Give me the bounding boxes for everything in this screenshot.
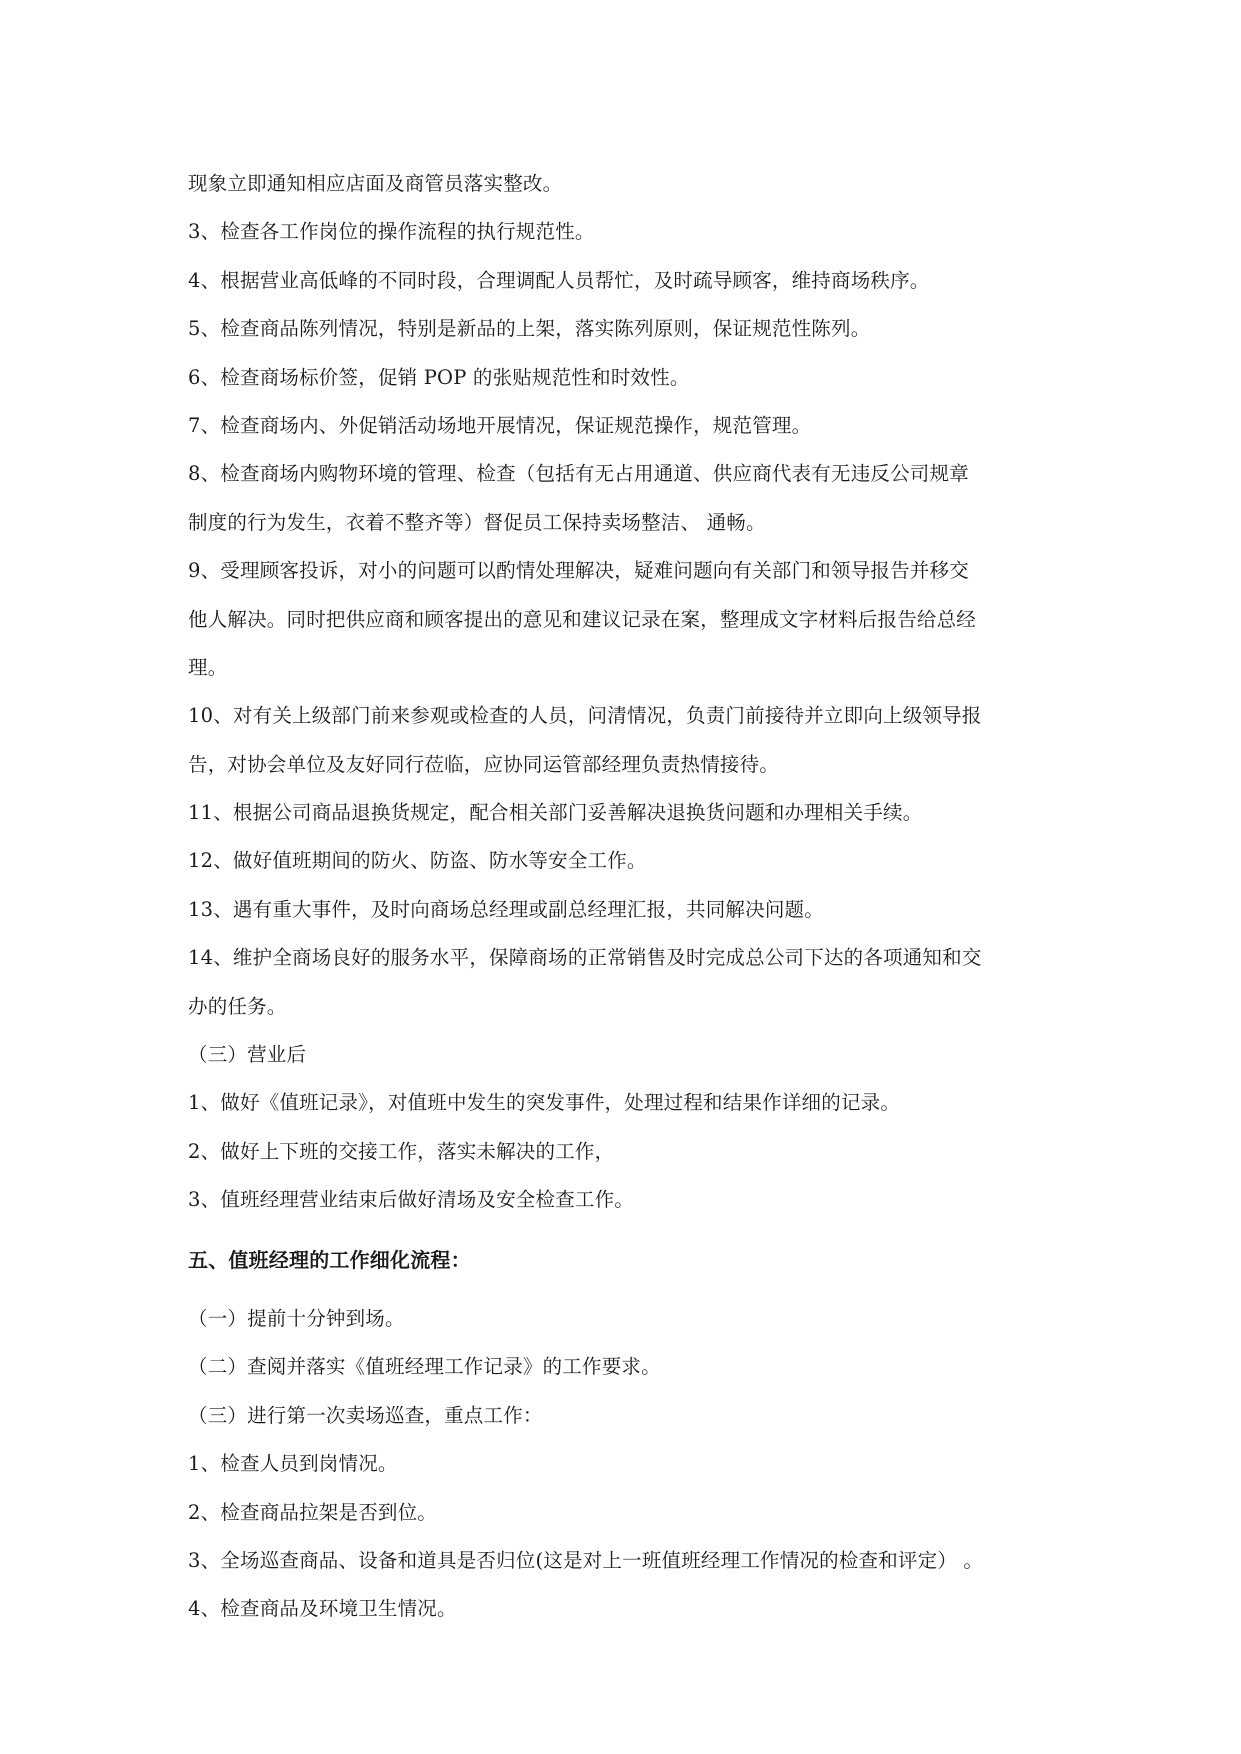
subsection-heading: （二）查阅并落实《值班经理工作记录》的工作要求。 bbox=[188, 1355, 661, 1379]
paragraph-line: 11、根据公司商品退换货规定，配合相关部门妥善解决退换货问题和办理相关手续。 bbox=[188, 801, 923, 825]
paragraph-line: 理。 bbox=[188, 655, 228, 679]
paragraph-line: 他人解决。同时把供应商和顾客提出的意见和建议记录在案，整理成文字材料后报告给总经 bbox=[188, 607, 977, 631]
paragraph-line: 14、维护全商场良好的服务水平，保障商场的正常销售及时完成总公司下达的各项通知和交 bbox=[188, 946, 982, 970]
paragraph-line: 现象立即通知相应店面及商管员落实整改。 bbox=[188, 172, 563, 195]
paragraph-line: 9、受理顾客投诉，对小的问题可以酌情处理解决，疑难问题向有关部门和领导报告并移交 bbox=[188, 559, 969, 583]
paragraph-line: 1、做好《值班记录》，对值班中发生的突发事件，处理过程和结果作详细的记录。 bbox=[188, 1091, 901, 1115]
paragraph-line: 4、检查商品及环境卫生情况。 bbox=[188, 1597, 457, 1621]
paragraph-line: 6、检查商场标价签，促销 POP 的张贴规范性和时效性。 bbox=[188, 365, 690, 389]
paragraph-line: 3、全场巡查商品、设备和道具是否归位(这是对上一班值班经理工作情况的检查和评定） 。 bbox=[188, 1548, 984, 1572]
subsection-heading: （三）营业后 bbox=[188, 1043, 307, 1067]
paragraph-line: 制度的行为发生，衣着不整齐等）督促员工保持卖场整洁、 通畅。 bbox=[188, 510, 766, 534]
subsection-heading: （一）提前十分钟到场。 bbox=[188, 1306, 405, 1330]
paragraph-line: 3、值班经理营业结束后做好清场及安全检查工作。 bbox=[188, 1188, 635, 1212]
paragraph-line: 2、做好上下班的交接工作，落实未解决的工作， bbox=[188, 1139, 615, 1163]
section-heading: 五、值班经理的工作细化流程： bbox=[188, 1247, 471, 1272]
paragraph-line: 4、根据营业高低峰的不同时段，合理调配人员帮忙，及时疏导顾客，维持商场秩序。 bbox=[188, 268, 930, 292]
paragraph-line: 办的任务。 bbox=[188, 994, 287, 1018]
document-body bbox=[188, 160, 1058, 1634]
subsection-heading: （三）进行第一次卖场巡查，重点工作： bbox=[188, 1403, 543, 1427]
paragraph-line: 告，对协会单位及友好同行莅临，应协同运管部经理负责热情接待。 bbox=[188, 752, 780, 776]
paragraph-line: 12、做好值班期间的防火、防盗、防水等安全工作。 bbox=[188, 849, 647, 873]
paragraph-line: 2、检查商品拉架是否到位。 bbox=[188, 1500, 438, 1524]
paragraph-line: 8、检查商场内购物环境的管理、检查（包括有无占用通道、供应商代表有无违反公司规章 bbox=[188, 462, 969, 486]
paragraph-line: 10、对有关上级部门前来参观或检查的人员，问清情况，负责门前接待并立即向上级领导报 bbox=[188, 704, 982, 728]
paragraph-line: 13、遇有重大事件，及时向商场总经理或副总经理汇报，共同解决问题。 bbox=[188, 897, 824, 921]
paragraph-line: 7、检查商场内、外促销活动场地开展情况，保证规范操作，规范管理。 bbox=[188, 413, 812, 437]
paragraph-line: 3、检查各工作岗位的操作流程的执行规范性。 bbox=[188, 220, 595, 244]
paragraph-line: 1、检查人员到岗情况。 bbox=[188, 1452, 398, 1476]
paragraph-line: 5、检查商品陈列情况，特别是新品的上架，落实陈列原则，保证规范性陈列。 bbox=[188, 317, 871, 341]
